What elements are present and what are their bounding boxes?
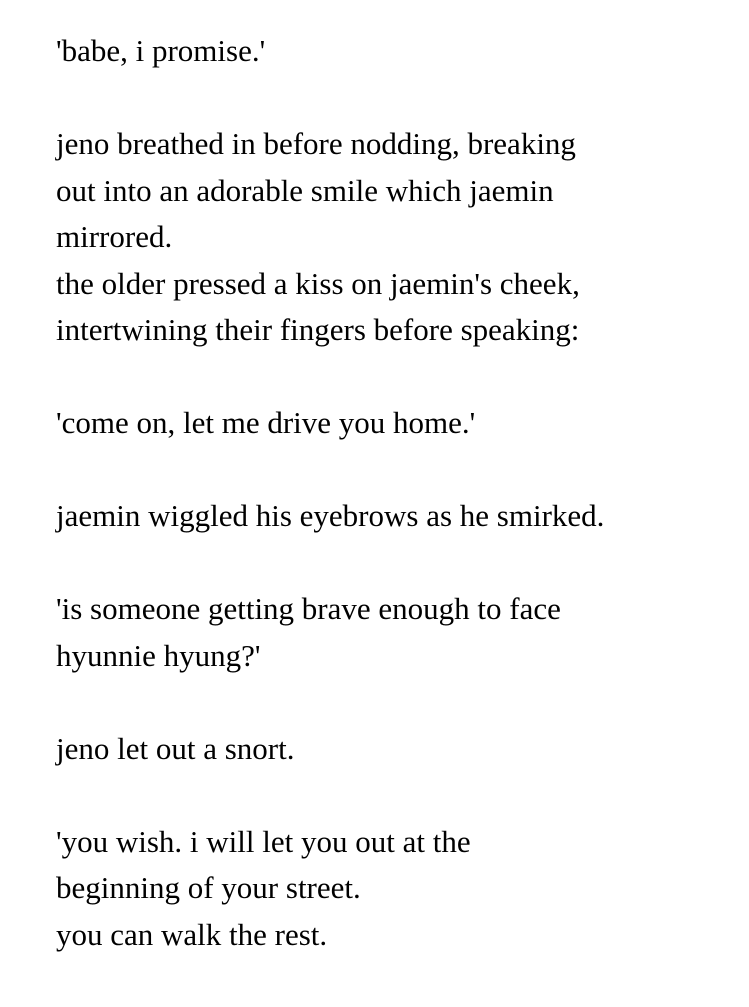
paragraph-gap xyxy=(56,679,736,726)
paragraph-gap xyxy=(56,447,736,494)
text-line: the older pressed a kiss on jaemin's cheek, xyxy=(56,265,580,301)
text-line: out into an adorable smile which jaemin xyxy=(56,172,554,208)
text-line: 'come on, let me drive you home.' xyxy=(56,405,476,440)
paragraph-gap xyxy=(56,540,736,587)
text-line: 'babe, i promise.' xyxy=(56,33,266,68)
text-line: jaemin wiggled his eyebrows as he smirked. xyxy=(56,498,605,533)
paragraph-gap xyxy=(56,354,736,401)
text-line: beginning of your street. xyxy=(56,870,361,905)
text-line: mirrored. xyxy=(56,219,173,254)
text-line: you can walk the rest. xyxy=(56,916,328,952)
paragraph-gap xyxy=(56,772,736,819)
text-line: 'you wish. i will let you out at the xyxy=(56,823,471,859)
story-text xyxy=(56,28,736,958)
text-line: jeno let out a snort. xyxy=(56,730,295,766)
paragraph-gap xyxy=(56,75,736,122)
text-line: jeno breathed in before nodding, breaking xyxy=(56,126,576,161)
text-line: intertwining their fingers before speaking: xyxy=(56,312,580,347)
text-line: 'is someone getting brave enough to face xyxy=(56,591,561,626)
text-line: hyunnie hyung?' xyxy=(56,637,261,673)
